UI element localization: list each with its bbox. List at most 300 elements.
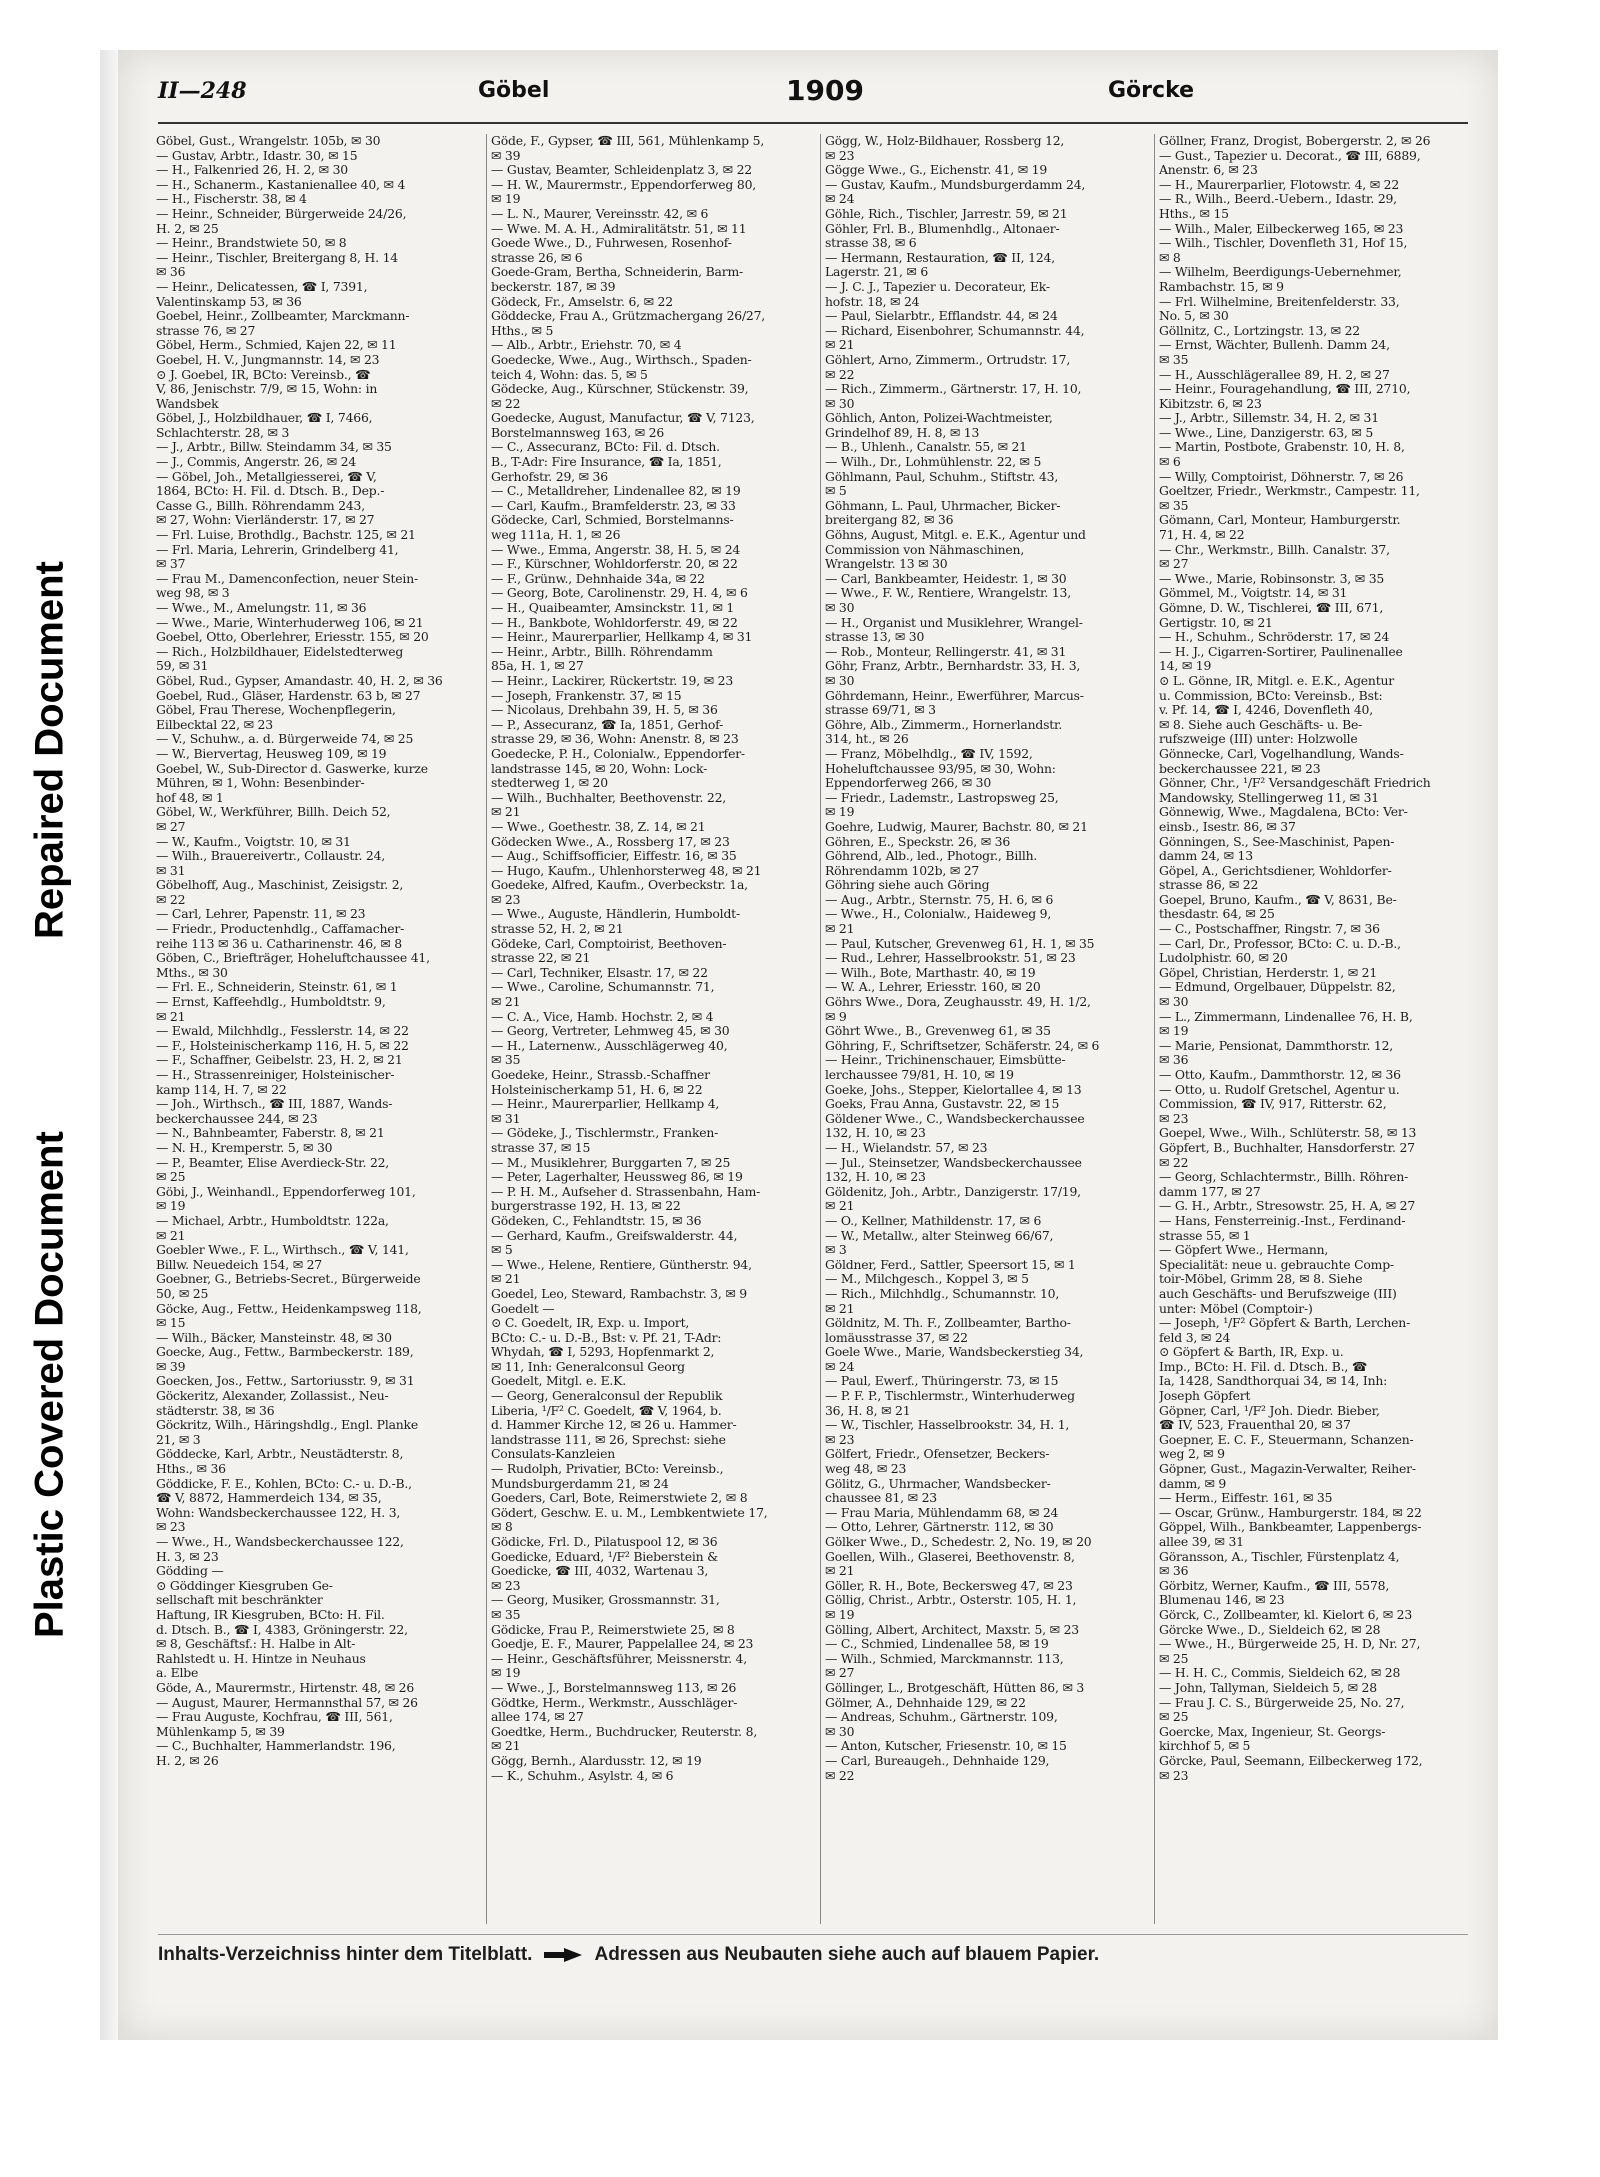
directory-entry: u. Commission, BCto: Vereinsb., Bst:	[1159, 688, 1383, 703]
directory-entry: — Gerhard, Kaufm., Greifswalderstr. 44,	[491, 1228, 738, 1243]
directory-entry: B., T-Adr: Fire Insurance, ☎ Ia, 1851,	[491, 455, 722, 470]
directory-entry: Gömmel, M., Voigtstr. 14, ✉ 31	[1159, 586, 1348, 601]
directory-entry: Goeke, Johs., Stepper, Kielortallee 4, ✉ 13	[825, 1082, 1082, 1097]
directory-entry: Eppendorferweg 266, ✉ 30	[825, 776, 992, 791]
directory-entry: 1864, BCto: H. Fil. d. Dtsch. B., Dep.-	[156, 484, 385, 499]
directory-entry: — Richard, Eisenbohrer, Schumannstr. 44,	[825, 323, 1085, 338]
directory-entry: Göldenitz, Joh., Arbtr., Danzigerstr. 17/19,	[825, 1184, 1081, 1199]
directory-entry: — Heinr., Arbtr., Billh. Röhrendamm	[491, 644, 713, 659]
directory-entry: — C., Buchhalter, Hammerlandstr. 196,	[156, 1739, 396, 1754]
directory-entry: Goedecke, August, Manufactur, ☎ V, 7123,	[491, 411, 755, 426]
directory-entry: ✉ 23	[825, 1432, 855, 1447]
directory-entry: Mandowsky, Stellingerweg 11, ✉ 31	[1159, 790, 1379, 805]
header-first-name: Göbel	[478, 78, 550, 103]
header-last-name: Görcke	[1108, 78, 1195, 103]
directory-entry: — Rob., Monteur, Rellingerstr. 41, ✉ 31	[825, 644, 1067, 659]
directory-entry: strasse 55, ✉ 1	[1159, 1228, 1251, 1243]
directory-entry: — P. H. M., Aufseher d. Strassenbahn, Ham-	[491, 1184, 761, 1199]
directory-entry: Holsteinischerkamp 51, H. 6, ✉ 22	[491, 1082, 703, 1097]
directory-entry: 21, ✉ 3	[156, 1432, 201, 1447]
directory-entry: Liberia, ¹/F² C. Goedelt, ☎ V, 1964, b.	[491, 1403, 722, 1418]
directory-entry: — Wwe., F. W., Rentiere, Wrangelstr. 13,	[825, 586, 1071, 601]
directory-entry: Mths., ✉ 30	[156, 965, 228, 980]
directory-entry: — Paul, Ewerf., Thüringerstr. 73, ✉ 15	[825, 1374, 1059, 1389]
directory-entry: — August, Maurer, Hermannsthal 57, ✉ 26	[156, 1695, 418, 1710]
directory-entry: ✉ 23	[491, 892, 521, 907]
directory-entry: — Heinr., Maurerparlier, Hellkamp 4,	[491, 1097, 720, 1112]
directory-entry: — Wilh., Maler, Eilbeckerweg 165, ✉ 23	[1159, 221, 1404, 236]
directory-entry: Goecke, Aug., Fettw., Barmbeckerstr. 189,	[156, 1345, 414, 1360]
directory-entry: Göbel, Gust., Wrangelstr. 105b, ✉ 30	[156, 134, 381, 148]
directory-entry: — Aug., Arbtr., Sternstr. 75, H. 6, ✉ 6	[825, 892, 1054, 907]
directory-entry: Grindelhof 89, H. 8, ✉ 13	[825, 425, 980, 440]
directory-entry: ✉ 23	[1159, 1768, 1189, 1783]
directory-entry: — Peter, Lagerhalter, Heussweg 86, ✉ 19	[491, 1170, 743, 1185]
directory-entry: Göhring siehe auch Göring	[825, 878, 990, 893]
directory-entry: Goellen, Wilh., Glaserei, Beethovenstr. 8,	[825, 1549, 1075, 1564]
directory-entry: ✉ 35	[491, 1053, 521, 1068]
directory-entry: Göransson, A., Tischler, Fürstenplatz 4,	[1159, 1549, 1400, 1564]
footer-new-buildings-note: Adressen aus Neubauten siehe auch auf blauem Papier.	[594, 1944, 1100, 1965]
directory-entry: Hths., ✉ 36	[156, 1462, 226, 1477]
directory-entry: einsb., Isestr. 86, ✉ 37	[1159, 819, 1296, 834]
directory-entry: Goedje, E. F., Maurer, Pappelallee 24, ✉ 23	[491, 1637, 754, 1652]
directory-entry: Goebner, G., Betriebs-Secret., Bürgerweide	[156, 1272, 421, 1287]
directory-entry: — Carl, Lehrer, Papenstr. 11, ✉ 23	[156, 907, 366, 922]
directory-entry: Göpel, A., Gerichtsdiener, Wohldorfer-	[1159, 863, 1392, 878]
directory-entry: landstrasse 111, ✉ 26, Sprechst: siehe	[491, 1432, 726, 1447]
directory-entry: Göhring, F., Schriftsetzer, Schäferstr. 24, ✉ 6	[825, 1038, 1100, 1053]
directory-entry: H. 2, ✉ 26	[156, 1753, 219, 1768]
directory-entry: Gölmer, A., Dehnhaide 129, ✉ 22	[825, 1695, 1026, 1710]
directory-entry: — Wwe., Caroline, Schumannstr. 71,	[491, 980, 715, 995]
directory-entry: Imp., BCto: H. Fil. d. Dtsch. B., ☎	[1159, 1359, 1368, 1374]
directory-entry: ✉ 8. Siehe auch Geschäfts- u. Be-	[1159, 717, 1363, 732]
directory-entry: Goedeke, Alfred, Kaufm., Overbeckstr. 1a,	[491, 878, 748, 893]
directory-entry: Casse G., Billh. Röhrendamm 243,	[156, 498, 365, 513]
directory-entry: Göhren, E., Speckstr. 26, ✉ 36	[825, 834, 1011, 849]
directory-entry: ✉ 15	[156, 1316, 186, 1331]
directory-entry: toir-Möbel, Grimm 28, ✉ 8. Siehe	[1159, 1272, 1363, 1287]
directory-entry: Göhrdemann, Heinr., Ewerführer, Marcus-	[825, 688, 1084, 703]
directory-entry: — Carl, Bankbeamter, Heidestr. 1, ✉ 30	[825, 571, 1067, 586]
directory-entry: — Gustav, Arbtr., Idastr. 30, ✉ 15	[156, 148, 358, 163]
directory-entry: — Ewald, Milchhdlg., Fesslerstr. 14, ✉ 22	[156, 1024, 409, 1039]
directory-entry: — Wwe., Emma, Angerstr. 38, H. 5, ✉ 24	[491, 542, 741, 557]
directory-entry: ☎ IV, 523, Frauenthal 20, ✉ 37	[1159, 1418, 1351, 1433]
directory-entry: ✉ 30	[825, 1724, 855, 1739]
directory-entry: Ludolphistr. 60, ✉ 20	[1159, 951, 1288, 966]
directory-entry: — Carl, Bureaugeh., Dehnhaide 129,	[825, 1753, 1050, 1768]
directory-entry: — Edmund, Orgelbauer, Düppelstr. 82,	[1159, 980, 1396, 995]
directory-entry: — Heinr., Tischler, Breitergang 8, H. 14	[156, 250, 398, 265]
directory-entry: 50, ✉ 25	[156, 1286, 209, 1301]
page-header	[158, 74, 1478, 118]
directory-entry: — Gustav, Kaufm., Mundsburgerdamm 24,	[825, 177, 1086, 192]
directory-entry: — Carl, Techniker, Elsastr. 17, ✉ 22	[491, 965, 708, 980]
directory-entry: ✉ 5	[825, 484, 847, 499]
directory-entry: ✉ 21	[825, 1301, 855, 1316]
directory-entry: beckerchaussee 221, ✉ 23	[1159, 761, 1321, 776]
directory-entry: — Wwe., Goethestr. 38, Z. 14, ✉ 21	[491, 819, 706, 834]
directory-entry: Gögg, W., Holz-Bildhauer, Rossberg 12,	[825, 134, 1065, 148]
directory-entry: Göde, A., Maurermstr., Hirtenstr. 48, ✉ 26	[156, 1680, 415, 1695]
directory-entry: — Alb., Arbtr., Eriehstr. 70, ✉ 4	[491, 338, 682, 353]
directory-entry: — Willy, Comptoirist, Döhnerstr. 7, ✉ 26	[1159, 469, 1404, 484]
directory-entry: — Frl. E., Schneiderin, Steinstr. 61, ✉ 1	[156, 980, 398, 995]
directory-entry: burgerstrasse 192, H. 13, ✉ 22	[491, 1199, 681, 1214]
directory-entry: — K., Schuhm., Asylstr. 4, ✉ 6	[491, 1768, 674, 1783]
directory-entry: 132, H. 10, ✉ 23	[825, 1170, 926, 1185]
directory-entry: — Wilhelm, Beerdigungs-Uebernehmer,	[1159, 265, 1402, 280]
directory-entry: — F., Kürschner, Wohldorferstr. 20, ✉ 22	[491, 557, 738, 572]
directory-entry: ⊙ J. Goebel, IR, BCto: Vereinsb., ☎	[156, 367, 371, 382]
directory-entry: Rahlstedt u. H. Hintze in Neuhaus	[156, 1651, 366, 1666]
directory-entry: — H., Schanerm., Kastanienallee 40, ✉ 4	[156, 177, 406, 192]
directory-entry: — Wilh., Buchhalter, Beethovenstr. 22,	[491, 790, 727, 805]
directory-entry: Göhle, Rich., Tischler, Jarrestr. 59, ✉ 21	[825, 206, 1068, 221]
directory-entry: Göbel, W., Werkführer, Billh. Deich 52,	[156, 805, 391, 820]
directory-entry: ✉ 19	[156, 1199, 186, 1214]
directory-entry: — Heinr., Maurerparlier, Hellkamp 4, ✉ 31	[491, 630, 753, 645]
directory-entry: — P., Assecuranz, ☎ Ia, 1851, Gerhof-	[491, 717, 724, 732]
directory-entry: Göldener Wwe., C., Wandsbeckerchaussee	[825, 1111, 1085, 1126]
directory-entry: No. 5, ✉ 30	[1159, 309, 1229, 324]
directory-entry: ✉ 36	[156, 265, 186, 280]
directory-entry: Goebel, Heinr., Zollbeamter, Marckmann-	[156, 309, 410, 324]
directory-entry: ✉ 23	[825, 148, 855, 163]
directory-entry: Görcke Wwe., D., Sieldeich 62, ✉ 28	[1159, 1622, 1381, 1637]
directory-entry: Kibitzstr. 6, ✉ 23	[1159, 396, 1262, 411]
directory-entry: Göhler, Frl. B., Blumenhdlg., Altonaer-	[825, 221, 1060, 236]
directory-entry: ✉ 21	[491, 805, 521, 820]
directory-entry: — Georg, Vertreter, Lehmweg 45, ✉ 30	[491, 1024, 730, 1039]
directory-entry: Göddecke, Karl, Arbtr., Neustädterstr. 8,	[156, 1447, 404, 1462]
directory-entry: — Wilh., Schmied, Marckmannstr. 113,	[825, 1651, 1064, 1666]
directory-entry: — Wwe., Auguste, Händlerin, Humboldt-	[491, 907, 740, 922]
directory-entry: Goebel, Otto, Oberlehrer, Eriesstr. 155, ✉ 20	[156, 630, 429, 645]
directory-entry: ✉ 31	[156, 863, 186, 878]
directory-entry: — Otto, Kaufm., Dammthorstr. 12, ✉ 36	[1159, 1068, 1401, 1082]
repaired-document-label: Repaired Document	[27, 561, 72, 939]
directory-entry: Göpner, Gust., Magazin-Verwalter, Reiher-	[1159, 1462, 1416, 1477]
directory-entry: damm, ✉ 9	[1159, 1476, 1227, 1491]
directory-entry: teich 4, Wohn: das. 5, ✉ 5	[491, 367, 648, 382]
directory-entry: — Wwe. M. A. H., Admiralitätstr. 51, ✉ 11	[491, 221, 747, 236]
directory-entry: 36, H. 8, ✉ 21	[825, 1403, 911, 1418]
directory-entry: — Frl. Maria, Lehrerin, Grindelberg 41,	[156, 542, 399, 557]
directory-entry: Göhre, Alb., Zimmerm., Hornerlandstr.	[825, 717, 1063, 732]
directory-entry: Goedicke, Eduard, ¹/F² Bieberstein &	[491, 1549, 718, 1564]
directory-entry: Goecken, Jos., Fettw., Sartoriusstr. 9, ✉ 31	[156, 1374, 415, 1389]
directory-entry: ✉ 35	[1159, 498, 1189, 513]
pointing-hand-icon	[542, 1946, 584, 1964]
directory-entry: — Wwe., J., Borstelmannsweg 113, ✉ 26	[491, 1680, 737, 1695]
directory-entry: ✉ 23	[491, 1578, 521, 1593]
directory-entry: Gödecke, Aug., Kürschner, Stückenstr. 39,	[491, 382, 749, 397]
directory-column-2	[486, 134, 817, 1924]
directory-entry: 314, ht., ✉ 26	[825, 732, 909, 747]
directory-entry: Gönner, Chr., ¹/F² Versandgeschäft Friedrich	[1159, 776, 1431, 791]
directory-entry: strasse 69/71, ✉ 3	[825, 703, 936, 718]
directory-entry: Göhrs Wwe., Dora, Zeughausstr. 49, H. 1/2,	[825, 995, 1091, 1010]
directory-entry: Specialität: neue u. gebrauchte Comp-	[1159, 1257, 1394, 1272]
directory-entry: weg 2, ✉ 9	[1159, 1447, 1225, 1462]
directory-entry: ✉ 39	[491, 148, 521, 163]
directory-entry: strasse 37, ✉ 15	[491, 1140, 591, 1155]
directory-entry: Göcke, Aug., Fettw., Heidenkampsweg 118,	[156, 1301, 422, 1316]
directory-entry: Göhrend, Alb., led., Photogr., Billh.	[825, 849, 1038, 864]
directory-entry: — N., Bahnbeamter, Faberstr. 8, ✉ 21	[156, 1126, 385, 1141]
directory-entry: — Franz, Möbelhdlg., ☎ IV, 1592,	[825, 746, 1033, 761]
directory-entry: — H., Bankbote, Wohldorferstr. 49, ✉ 22	[491, 615, 738, 630]
directory-entry: — Frau J. C. S., Bürgerweide 25, No. 27,	[1159, 1695, 1405, 1710]
directory-entry: Goedtke, Herm., Buchdrucker, Reuterstr. 8,	[491, 1724, 758, 1739]
directory-entry: — Carl, Kaufm., Bramfelderstr. 23, ✉ 33	[491, 498, 736, 513]
directory-entry: ✉ 23	[156, 1520, 186, 1535]
directory-entry: Gömne, D. W., Tischlerei, ☎ III, 671,	[1159, 601, 1384, 615]
directory-entry: — Rich., Holzbildhauer, Eidelstedterweg	[156, 644, 404, 659]
directory-entry: ✉ 3	[825, 1243, 847, 1258]
directory-entry: Göbel, Rud., Gypser, Amandastr. 40, H. 2, ✉ 36	[156, 673, 443, 688]
directory-page	[118, 50, 1498, 2040]
directory-entry: ⊙ L. Gönne, IR, Mitgl. e. E.K., Agentur	[1159, 673, 1394, 688]
directory-entry: lerchaussee 79/81, H. 10, ✉ 19	[825, 1068, 1014, 1082]
directory-entry: weg 111a, H. 1, ✉ 26	[491, 528, 621, 543]
directory-entry: Gödecken Wwe., A., Rossberg 17, ✉ 23	[491, 834, 730, 849]
directory-entry: — Wilh., Dr., Lohmühlenstr. 22, ✉ 5	[825, 455, 1042, 470]
directory-entry: 59, ✉ 31	[156, 659, 209, 674]
directory-entry: — N. H., Kremperstr. 5, ✉ 30	[156, 1140, 333, 1155]
directory-entry: ✉ 21	[156, 1228, 186, 1243]
directory-entry: ✉ 21	[825, 1564, 855, 1579]
directory-entry: — R., Wilh., Beerd.-Uebern., Idastr. 29,	[1159, 192, 1397, 207]
directory-entry: Goedicke, ☎ III, 4032, Wartenau 3,	[491, 1564, 709, 1579]
directory-entry: Commission, ☎ IV, 917, Ritterstr. 62,	[1159, 1097, 1387, 1112]
directory-entry: — Carl, Dr., Professor, BCto: C. u. D.-B.,	[1159, 936, 1401, 951]
directory-entry: — Frl. Wilhelmine, Breitenfelderstr. 33,	[1159, 294, 1400, 309]
directory-entry: — Frau Maria, Mühlendamm 68, ✉ 24	[825, 1505, 1059, 1520]
directory-entry: — John, Tallyman, Sieldeich 5, ✉ 28	[1159, 1680, 1377, 1695]
directory-entry: — Georg, Generalconsul der Republik	[491, 1389, 723, 1404]
directory-entry: — J., Arbtr., Billw. Steindamm 34, ✉ 35	[156, 440, 392, 455]
directory-entry: Gögg, Bernh., Alardusstr. 12, ✉ 19	[491, 1753, 702, 1768]
directory-entry: Goebel, Rud., Gläser, Hardenstr. 63 b, ✉ 27	[156, 688, 421, 703]
directory-entry: — Göbel, Joh., Metallgiesserei, ☎ V,	[156, 469, 377, 484]
directory-entry: — J., Arbtr., Sillemstr. 34, H. 2, ✉ 31	[1159, 411, 1379, 426]
directory-entry: landstrasse 145, ✉ 20, Wohn: Lock-	[491, 761, 708, 776]
directory-entry: ✉ 27, Wohn: Vierländerstr. 17, ✉ 27	[156, 513, 375, 528]
header-rule	[158, 122, 1468, 124]
directory-entry: Eilbecktal 22, ✉ 23	[156, 717, 273, 732]
directory-entry: — Frau M., Damenconfection, neuer Stein-	[156, 571, 418, 586]
directory-entry: Gönnewig, Wwe., Magdalena, BCto: Ver-	[1159, 805, 1408, 820]
directory-entry: ✉ 27	[1159, 557, 1189, 572]
directory-entry: — Frau Auguste, Kochfrau, ☎ III, 561,	[156, 1710, 393, 1725]
directory-entry: Mundsburgerdamm 21, ✉ 24	[491, 1476, 669, 1491]
directory-entry: strasse 13, ✉ 30	[825, 630, 925, 645]
directory-entry: Görcke, Paul, Seemann, Eilbeckerweg 172,	[1159, 1753, 1423, 1768]
directory-entry: — Nicolaus, Drehbahn 39, H. 5, ✉ 36	[491, 703, 718, 718]
directory-entry: — Herm., Eiffestr. 161, ✉ 35	[1159, 1491, 1333, 1506]
directory-entry: kirchhof 5, ✉ 5	[1159, 1739, 1251, 1754]
directory-entry: Gölling, Albert, Architect, Maxstr. 5, ✉ 23	[825, 1622, 1079, 1637]
directory-entry: Gödeke, Carl, Comptoirist, Beethoven-	[491, 936, 727, 951]
directory-entry: strasse 29, ✉ 36, Wohn: Anenstr. 8, ✉ 23	[491, 732, 739, 747]
directory-entry: — L., Zimmermann, Lindenallee 76, H. B,	[1159, 1009, 1413, 1024]
directory-entry: Anenstr. 6, ✉ 23	[1159, 163, 1258, 178]
directory-entry: Goepel, Bruno, Kaufm., ☎ V, 8631, Be-	[1159, 892, 1397, 907]
directory-entry: — J. C. J., Tapezier u. Decorateur, Ek-	[825, 279, 1050, 294]
directory-entry: — Joh., Wirthsch., ☎ III, 1887, Wands-	[156, 1097, 393, 1112]
directory-entry: ✉ 27	[825, 1666, 855, 1681]
directory-entry: Gödicke, Frl. D., Pilatuspool 12, ✉ 36	[491, 1535, 718, 1549]
directory-entry: Haftung, IR Kiesgruben, BCto: H. Fil.	[156, 1607, 385, 1622]
directory-entry: Goele Wwe., Marie, Wandsbeckerstieg 34,	[825, 1345, 1084, 1360]
directory-entry: — Paul, Sielarbtr., Efflandstr. 44, ✉ 24	[825, 309, 1058, 324]
directory-entry: Gertigstr. 10, ✉ 21	[1159, 615, 1273, 630]
directory-entry: Gödert, Geschw. E. u. M., Lembkentwiete 17,	[491, 1505, 768, 1520]
directory-entry: — P., Beamter, Elise Averdieck-Str. 22,	[156, 1155, 390, 1170]
directory-entry: — M., Milchgesch., Koppel 3, ✉ 5	[825, 1272, 1029, 1287]
directory-entry: d. Hammer Kirche 12, ✉ 26 u. Hammer-	[491, 1418, 737, 1433]
directory-entry: feld 3, ✉ 24	[1159, 1330, 1231, 1345]
directory-entry: — Aug., Schiffsofficier, Eiffestr. 16, ✉ 35	[491, 849, 737, 864]
directory-entry: — H. W., Maurermstr., Eppendorferweg 80,	[491, 177, 756, 192]
directory-entry: — H., Ausschlägerallee 89, H. 2, ✉ 27	[1159, 367, 1390, 382]
directory-entry: — Jul., Steinsetzer, Wandsbeckerchaussee	[825, 1155, 1082, 1170]
directory-entry: ✉ 21	[491, 1739, 521, 1754]
directory-entry: Goebel, W., Sub-Director d. Gaswerke, kurze	[156, 761, 428, 776]
directory-entry: ⊙ Göddinger Kiesgruben Ge-	[156, 1578, 333, 1593]
directory-entry: — H., Strassenreiniger, Holsteinischer-	[156, 1068, 395, 1082]
directory-entry: ⊙ Göpfert & Barth, IR, Exp. u.	[1159, 1345, 1344, 1360]
directory-entry: Whydah, ☎ I, 5293, Hopfenmarkt 2,	[491, 1345, 715, 1360]
directory-entry: — Wwe., Marie, Robinsonstr. 3, ✉ 35	[1159, 571, 1385, 586]
directory-entry: Wrangelstr. 13 ✉ 30	[825, 557, 948, 572]
directory-entry: ✉ 24	[825, 1359, 855, 1374]
directory-entry: Göllner, Franz, Drogist, Bobergerstr. 2, ✉ 26	[1159, 134, 1431, 148]
directory-entry: Gerhofstr. 29, ✉ 36	[491, 469, 608, 484]
directory-entry: — C., Metalldreher, Lindenallee 82, ✉ 19	[491, 484, 741, 499]
directory-entry: breitergang 82, ✉ 36	[825, 513, 954, 528]
directory-entry: — O., Kellner, Mathildenstr. 17, ✉ 6	[825, 1213, 1042, 1228]
directory-entry: Gölitz, G., Uhrmacher, Wandsbecker-	[825, 1476, 1051, 1491]
directory-entry: Valentinskamp 53, ✉ 36	[156, 294, 302, 309]
directory-entry: Göhns, August, Mitgl. e. E.K., Agentur und	[825, 528, 1086, 543]
directory-entry: — H., Laternenw., Ausschlägerweg 40,	[491, 1038, 728, 1053]
directory-entry: — W., Biervertag, Heusweg 109, ✉ 19	[156, 746, 387, 761]
directory-entry: — Friedr., Lademstr., Lastropsweg 25,	[825, 790, 1059, 805]
directory-entry: 85a, H. 1, ✉ 27	[491, 659, 584, 674]
directory-entry: Borstelmannsweg 163, ✉ 26	[491, 425, 665, 440]
directory-entry: — Gustav, Beamter, Schleidenplatz 3, ✉ 22	[491, 163, 752, 178]
directory-entry: — Andreas, Schuhm., Gärtnerstr. 109,	[825, 1710, 1058, 1725]
directory-entry: ✉ 25	[1159, 1651, 1189, 1666]
directory-entry: — Oscar, Grünw., Hamburgerstr. 184, ✉ 22	[1159, 1505, 1422, 1520]
directory-entry: Gömann, Carl, Monteur, Hamburgerstr.	[1159, 513, 1401, 528]
directory-entry: Goehre, Ludwig, Maurer, Bachstr. 80, ✉ 21	[825, 819, 1088, 834]
directory-entry: — H. H. C., Commis, Sieldeich 62, ✉ 28	[1159, 1666, 1401, 1681]
directory-entry: ✉ 21	[825, 338, 855, 353]
directory-entry: — Otto, u. Rudolf Gretschel, Agentur u.	[1159, 1082, 1400, 1097]
directory-entry: ✉ 30	[825, 396, 855, 411]
directory-entry: Göller, R. H., Bote, Beckersweg 47, ✉ 23	[825, 1578, 1073, 1593]
directory-entry: reihe 113 ✉ 36 u. Catharinenstr. 46, ✉ 8	[156, 936, 402, 951]
directory-entry: Goede Wwe., D., Fuhrwesen, Rosenhof-	[491, 236, 732, 251]
directory-entry: Göhmann, L. Paul, Uhrmacher, Bicker-	[825, 498, 1061, 513]
directory-entry: Commission von Nähmaschinen,	[825, 542, 1025, 557]
directory-entry: Rambachstr. 15, ✉ 9	[1159, 279, 1284, 294]
directory-entry: — Ernst, Kaffeehdlg., Humboldtstr. 9,	[156, 995, 386, 1010]
directory-entry: Goeders, Carl, Bote, Reimerstwiete 2, ✉ 8	[491, 1491, 748, 1506]
page-number: II—248	[158, 78, 247, 104]
directory-entry: — H., Organist und Musiklehrer, Wrangel-	[825, 615, 1083, 630]
directory-entry: — Joseph, Frankenstr. 37, ✉ 15	[491, 688, 682, 703]
plastic-covered-document-label: Plastic Covered Document	[27, 1131, 72, 1639]
directory-entry: — Wwe., H., Colonialw., Haideweg 9,	[825, 907, 1052, 922]
directory-entry: ✉ 35	[491, 1607, 521, 1622]
directory-entry: Gölfert, Friedr., Ofensetzer, Beckers-	[825, 1447, 1050, 1462]
directory-entry: Joseph Göpfert	[1159, 1389, 1251, 1404]
directory-entry: — F., Grünw., Dehnhaide 34a, ✉ 22	[491, 571, 705, 586]
directory-entry: ✉ 22	[825, 1768, 855, 1783]
directory-entry: Goedecke, P. H., Colonialw., Eppendorfer-	[491, 746, 745, 761]
directory-entry: — Heinr., Delicatessen, ☎ I, 7391,	[156, 279, 368, 294]
directory-entry: ✉ 36	[1159, 1564, 1189, 1579]
directory-entry: — F., Holsteinischerkamp 116, H. 5, ✉ 22	[156, 1038, 409, 1053]
directory-entry: — F., Schaffner, Geibelstr. 23, H. 2, ✉ 21	[156, 1053, 403, 1068]
directory-entry: — H., Quaibeamter, Amsinckstr. 11, ✉ 1	[491, 601, 735, 615]
directory-entry: v. Pf. 14, ☎ I, 4246, Dovenfleth 40,	[1159, 703, 1373, 718]
directory-entry: — Rudolph, Privatier, BCto: Vereinsb.,	[491, 1462, 724, 1477]
directory-entry: — Wilh., Bote, Marthastr. 40, ✉ 19	[825, 965, 1036, 980]
directory-entry: — Rud., Lehrer, Hasselbrookstr. 51, ✉ 23	[825, 951, 1076, 966]
directory-entry: ✉ 8	[1159, 250, 1181, 265]
directory-entry: ✉ 8, Geschäftsf.: H. Halbe in Alt-	[156, 1637, 356, 1652]
directory-entry: Göddicke, F. E., Kohlen, BCto: C.- u. D.-B.,	[156, 1476, 412, 1491]
directory-entry: weg 48, ✉ 23	[825, 1462, 907, 1477]
directory-entry: ✉ 19	[491, 192, 521, 207]
directory-entry: Wandsbek	[156, 396, 219, 411]
directory-entry: ✉ 30	[825, 673, 855, 688]
directory-entry: Gödecke, Carl, Schmied, Borstelmanns-	[491, 513, 734, 528]
directory-entry: Goeks, Frau Anna, Gustavstr. 22, ✉ 15	[825, 1097, 1060, 1112]
directory-entry: Gödeken, C., Fehlandtstr. 15, ✉ 36	[491, 1213, 702, 1228]
directory-entry: — Gust., Tapezier u. Decorat., ☎ III, 6889,	[1159, 148, 1421, 163]
directory-entry: a. Elbe	[156, 1666, 199, 1681]
directory-entry: Goedeke, Heinr., Strassb.-Schaffner	[491, 1068, 710, 1082]
directory-entry: Lagerstr. 21, ✉ 6	[825, 265, 929, 280]
directory-entry: — W., Tischler, Hasselbrookstr. 34, H. 1,	[825, 1418, 1070, 1433]
directory-entry: beckerchaussee 244, ✉ 23	[156, 1111, 318, 1126]
page-binding-edge	[100, 50, 118, 2040]
directory-entry: Goebler Wwe., F. L., Wirthsch., ☎ V, 141,	[156, 1243, 409, 1258]
directory-entry: Gödeck, Fr., Amselstr. 6, ✉ 22	[491, 294, 673, 309]
directory-entry: — Wwe., Line, Danzigerstr. 63, ✉ 5	[1159, 425, 1374, 440]
directory-entry: Göppel, Wilh., Bankbeamter, Lappenbergs-	[1159, 1520, 1422, 1535]
directory-entry: — Rich., Zimmerm., Gärtnerstr. 17, H. 10,	[825, 382, 1082, 397]
directory-entry: ✉ 25	[1159, 1710, 1189, 1725]
directory-entry: ✉ 37	[156, 557, 186, 572]
directory-entry: Göddecke, Frau A., Grützmachergang 26/27,	[491, 309, 766, 324]
directory-column-3	[820, 134, 1151, 1924]
directory-entry: Goedecke, Wwe., Aug., Wirthsch., Spaden-	[491, 352, 752, 367]
directory-entry: — H. J., Cigarren-Sortirer, Paulinenallee	[1159, 644, 1403, 659]
directory-entry: — Wilh., Bäcker, Mansteinstr. 48, ✉ 30	[156, 1330, 392, 1345]
directory-entry: — Heinr., Lackirer, Rückertstr. 19, ✉ 23	[491, 673, 734, 688]
directory-entry: — Hans, Fensterreinig.-Inst., Ferdinand-	[1159, 1213, 1406, 1228]
